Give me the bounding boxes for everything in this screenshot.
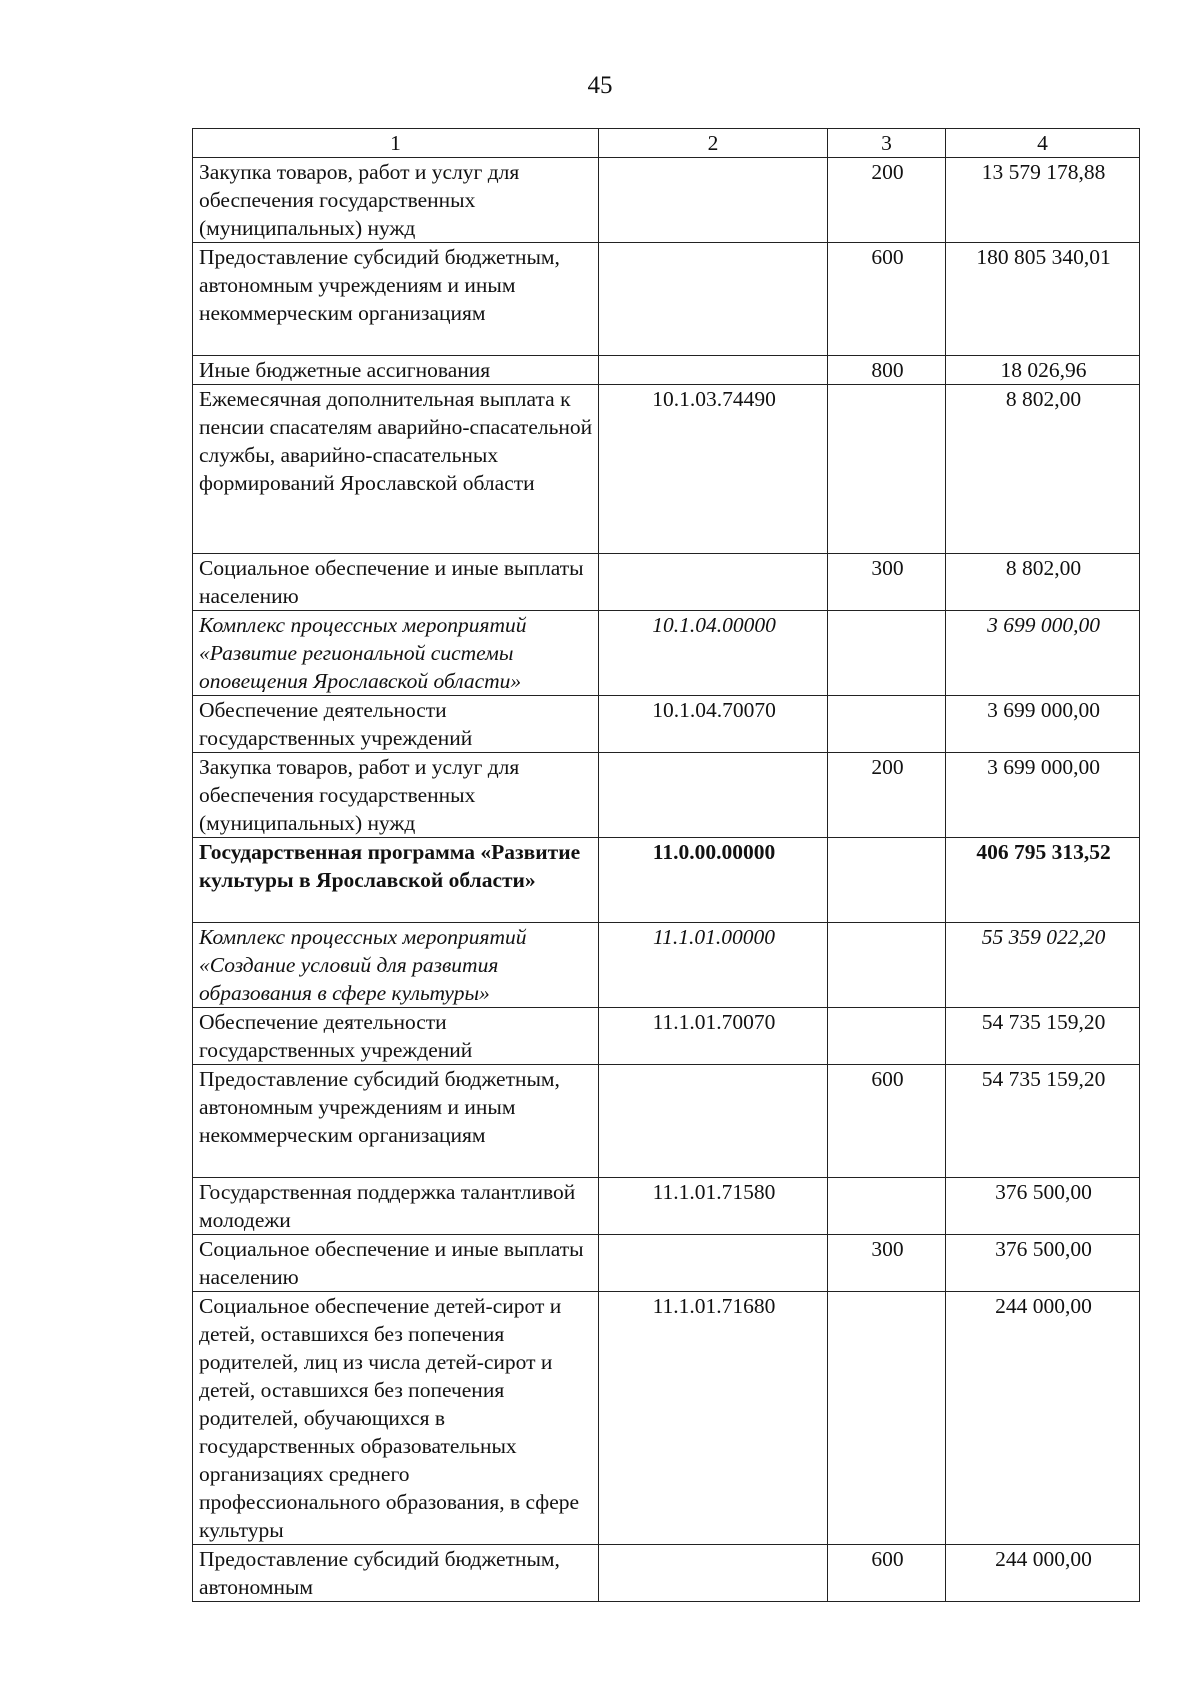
row-amount-cell: 3 699 000,00 bbox=[946, 753, 1140, 838]
row-type-cell bbox=[828, 696, 946, 753]
row-amount-cell: 8 802,00 bbox=[946, 554, 1140, 611]
table-row bbox=[193, 1545, 1140, 1602]
row-name-cell: Закупка товаров, работ и услуг для обеспечения государственных (муниципальных) нужд bbox=[193, 158, 599, 243]
row-amount-cell: 406 795 313,52 bbox=[946, 838, 1140, 923]
table-row bbox=[193, 385, 1140, 554]
row-amount-cell: 180 805 340,01 bbox=[946, 243, 1140, 356]
row-amount-cell: 18 026,96 bbox=[946, 356, 1140, 385]
row-type-cell: 600 bbox=[828, 1065, 946, 1178]
table-row bbox=[193, 1065, 1140, 1178]
table-row bbox=[193, 243, 1140, 356]
page-number: 45 bbox=[587, 72, 613, 99]
row-name-cell: Комплекс процессных мероприятий «Развитие региональной системы оповещения Ярославской области» bbox=[193, 611, 599, 696]
budget-table bbox=[192, 128, 1140, 1602]
row-name-cell: Социальное обеспечение и иные выплаты населению bbox=[193, 554, 599, 611]
row-name-cell: Ежемесячная дополнительная выплата к пенсии спасателям аварийно-спасательной службы, аварийно-спасательных формирований Ярославской области bbox=[193, 385, 599, 554]
row-amount-cell: 244 000,00 bbox=[946, 1292, 1140, 1545]
row-name-cell: Государственная программа «Развитие культуры в Ярославской области» bbox=[193, 838, 599, 923]
row-name-cell: Комплекс процессных мероприятий «Создание условий для развития образования в сфере культуры» bbox=[193, 923, 599, 1008]
header-col-4: 4 bbox=[946, 129, 1140, 158]
row-name-cell: Обеспечение деятельности государственных учреждений bbox=[193, 696, 599, 753]
row-type-cell bbox=[828, 1292, 946, 1545]
row-type-cell: 200 bbox=[828, 158, 946, 243]
row-name-cell: Предоставление субсидий бюджетным, автономным учреждениям и иным некоммерческим организациям bbox=[193, 1065, 599, 1178]
row-amount-cell: 8 802,00 bbox=[946, 385, 1140, 554]
row-code-cell: 11.1.01.71680 bbox=[599, 1292, 828, 1545]
row-amount-cell: 376 500,00 bbox=[946, 1178, 1140, 1235]
row-amount-cell: 3 699 000,00 bbox=[946, 611, 1140, 696]
table-row bbox=[193, 1292, 1140, 1545]
row-name-cell: Государственная поддержка талантливой молодежи bbox=[193, 1178, 599, 1235]
table-row bbox=[193, 158, 1140, 243]
row-name-cell: Иные бюджетные ассигнования bbox=[193, 356, 599, 385]
row-amount-cell: 13 579 178,88 bbox=[946, 158, 1140, 243]
table-body bbox=[193, 158, 1140, 1602]
row-type-cell: 800 bbox=[828, 356, 946, 385]
row-amount-cell: 244 000,00 bbox=[946, 1545, 1140, 1602]
table-row bbox=[193, 1178, 1140, 1235]
header-col-1: 1 bbox=[193, 129, 599, 158]
table-row bbox=[193, 554, 1140, 611]
table-row bbox=[193, 696, 1140, 753]
table-row bbox=[193, 356, 1140, 385]
row-code-cell: 10.1.04.70070 bbox=[599, 696, 828, 753]
row-code-cell: 11.0.00.00000 bbox=[599, 838, 828, 923]
row-type-cell bbox=[828, 611, 946, 696]
table-row bbox=[193, 753, 1140, 838]
row-code-cell bbox=[599, 1065, 828, 1178]
row-code-cell bbox=[599, 1235, 828, 1292]
row-type-cell: 200 bbox=[828, 753, 946, 838]
header-col-2: 2 bbox=[599, 129, 828, 158]
table-row bbox=[193, 1008, 1140, 1065]
row-name-cell: Предоставление субсидий бюджетным, автономным bbox=[193, 1545, 599, 1602]
row-type-cell bbox=[828, 838, 946, 923]
table-header-row bbox=[193, 129, 1140, 158]
row-code-cell: 11.1.01.71580 bbox=[599, 1178, 828, 1235]
row-code-cell bbox=[599, 753, 828, 838]
row-amount-cell: 55 359 022,20 bbox=[946, 923, 1140, 1008]
row-code-cell: 10.1.04.00000 bbox=[599, 611, 828, 696]
table-row bbox=[193, 923, 1140, 1008]
row-code-cell bbox=[599, 1545, 828, 1602]
row-type-cell: 600 bbox=[828, 1545, 946, 1602]
table-row bbox=[193, 1235, 1140, 1292]
row-name-cell: Социальное обеспечение и иные выплаты населению bbox=[193, 1235, 599, 1292]
row-amount-cell: 54 735 159,20 bbox=[946, 1065, 1140, 1178]
row-name-cell: Обеспечение деятельности государственных учреждений bbox=[193, 1008, 599, 1065]
row-type-cell bbox=[828, 1178, 946, 1235]
row-type-cell bbox=[828, 385, 946, 554]
row-amount-cell: 376 500,00 bbox=[946, 1235, 1140, 1292]
row-amount-cell: 54 735 159,20 bbox=[946, 1008, 1140, 1065]
row-type-cell: 600 bbox=[828, 243, 946, 356]
row-type-cell: 300 bbox=[828, 1235, 946, 1292]
row-type-cell bbox=[828, 923, 946, 1008]
row-type-cell: 300 bbox=[828, 554, 946, 611]
row-amount-cell: 3 699 000,00 bbox=[946, 696, 1140, 753]
row-code-cell bbox=[599, 554, 828, 611]
header-col-3: 3 bbox=[828, 129, 946, 158]
row-code-cell: 10.1.03.74490 bbox=[599, 385, 828, 554]
table-row bbox=[193, 838, 1140, 923]
row-name-cell: Предоставление субсидий бюджетным, автономным учреждениям и иным некоммерческим организациям bbox=[193, 243, 599, 356]
row-code-cell: 11.1.01.00000 bbox=[599, 923, 828, 1008]
row-code-cell: 11.1.01.70070 bbox=[599, 1008, 828, 1065]
row-code-cell bbox=[599, 356, 828, 385]
row-name-cell: Социальное обеспечение детей-сирот и детей, оставшихся без попечения родителей, лиц из числа детей-сирот и детей, оставшихся без попечения родителей, обучающихся в государственных образовательных организациях среднего профессионального образования, в сфере культуры bbox=[193, 1292, 599, 1545]
row-code-cell bbox=[599, 158, 828, 243]
table-row bbox=[193, 611, 1140, 696]
row-name-cell: Закупка товаров, работ и услуг для обеспечения государственных (муниципальных) нужд bbox=[193, 753, 599, 838]
row-type-cell bbox=[828, 1008, 946, 1065]
row-code-cell bbox=[599, 243, 828, 356]
